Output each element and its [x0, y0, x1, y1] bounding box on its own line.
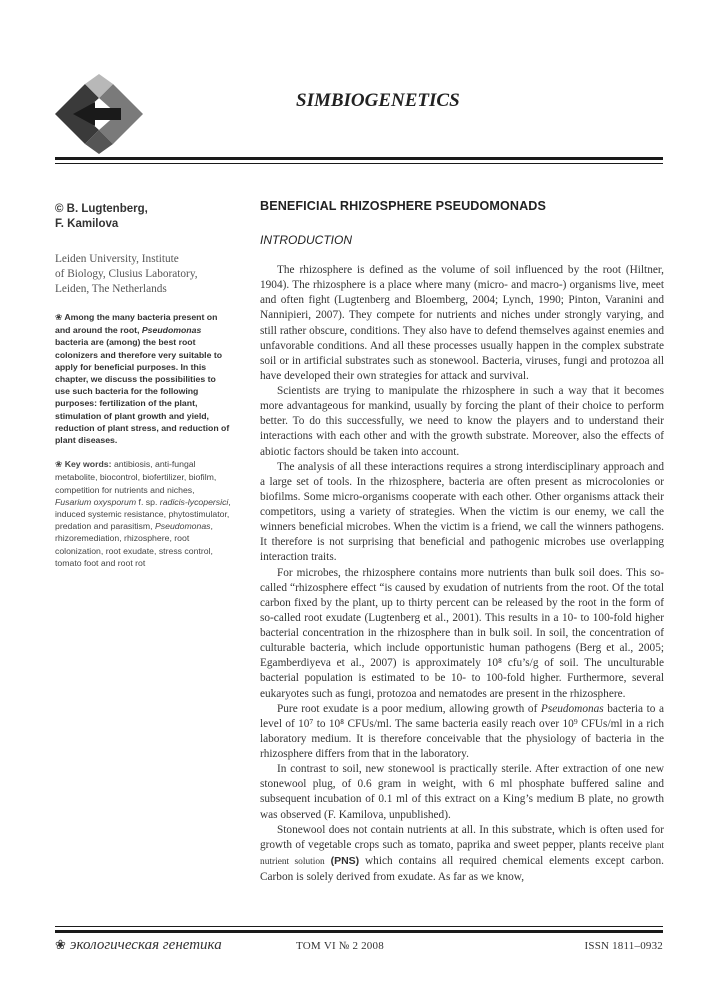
flower-icon: ❀ [55, 313, 63, 323]
keywords-label: Key words: [64, 459, 112, 470]
header-rule-thin [55, 163, 663, 164]
abstract-rest: bacteria are (among) the best root colonizers and therefore very suitable to apply for beneficial purposes. In this chapter, we discuss the possibilities to use such bacteria for the following purposes: fertilization of the plant, stimulation of plant growth and yield, reduction of plant stress, and reduction of plant diseases. [55, 337, 230, 446]
paragraph-7-small: plant nutrient solution [260, 840, 664, 867]
footer-rule-thick [55, 930, 663, 933]
authors [55, 202, 233, 232]
sidebar [55, 202, 233, 569]
abstract-lead: Among the many bacteria present on and around the root, [55, 312, 218, 336]
authors-line-1: © B. Lugtenberg, [55, 203, 148, 215]
footer-issn: ISSN 1811–0932 [584, 940, 663, 952]
paragraph-6: In contrast to soil, new stonewool is practically sterile. After extraction of one new stonewool plug, of 0.6 gram in weight, with 6 ml phosphate buffered saline and subsequent incubation of 0.1 ml of this extract on a King’s medium B plate, no growth was observed (F. Kamilova, unpublished). [260, 763, 664, 821]
footer-journal [55, 937, 222, 954]
footer-rule-thin [55, 926, 663, 927]
keywords-part-3: , induced systemic resistance, phytostimulator, predation and parasitism, [55, 496, 231, 532]
paragraph-5 [260, 702, 664, 763]
authors-line-2: F. Kamilova [55, 218, 119, 230]
footer-journal-name: экологическая генетика [69, 937, 222, 953]
paragraph-7 [260, 823, 664, 886]
paragraph-7-text-b: which contains all required chemical elements except carbon. Carbon is solely derived from exudate. As far as we know, [260, 854, 665, 883]
journal-section-title: SIMBIOGENETICS [296, 90, 460, 111]
paragraph-7-pns: (PNS) [330, 854, 360, 867]
keywords-genus: Pseudomonas [154, 521, 211, 532]
article [260, 199, 664, 885]
paragraph-1: The rhizosphere is defined as the volume of soil influenced by the root (Hiltner, 1904). The rhizosphere is a place where many (micro- and macro-) organisms live, meet and often fight (Lugtenberg and Bloemberg, 2004; Lynch, 1990; Pinton, Varanini and Nannipieri, 2007). They compete for nutrients and niches under strongly varying, and still rather obscure, conditions. They also have to defend themselves against enemies and unfavorable conditions. And all these processes usually happen in the complex substrate soil or in artificial substrates such as stonewool. Bacteria, viruses, fungi and protozoa all have developed their own strategies for attack and survival. [260, 264, 664, 382]
keywords-species: Fusarium oxysporum [55, 496, 137, 507]
section-title: INTRODUCTION [260, 233, 352, 247]
paragraph-4: For microbes, the rhizosphere contains more nutrients than bulk soil does. This so-called “rhizosphere effect “is caused by exudation of nutrients from the root. Of the total carbon fixed by the plant, up to thirty percent can be released by the root in the form of so-called root exudate (Lugtenberg et al., 2001). This results in a 10- to 100-fold higher bacterial concentration in the rhizosphere than in bulk soil. In soil, the concentration of culturable bacteria, which include opportunistic human pathogens (Berg et al., 2005; Egamberdiyeva et al., 2007) is approximately 10⁸ cfu’s/g of soil. The unculturable bacterial population is estimated to be 10- to 100-fold higher. Furthermore, several eukaryotes such as fungi, protozoa and nematodes are present in the rhizosphere. [260, 566, 664, 700]
paragraph-3: The analysis of all these interactions requires a strong interdisciplinary approach and a large set of tools. In the rhizosphere, bacteria are often present as microcolonies or biofilms. Some micro-organisms cooperate with each other. Other organisms attack their competitors, using a variety of strategies. When the victim is our enemy, we call the winners beneficial microbes. When the victim is a friend, we call the winners pathogens. It therefore is not surprising that beneficial and pathogenic microbes use overlapping interaction traits. [260, 460, 664, 564]
article-title: BENEFICIAL RHIZOSPHERE PSEUDOMONADS [260, 199, 546, 213]
paragraph-2: Scientists are trying to manipulate the rhizosphere in such a way that it becomes more advantageous for mankind, usually by forcing the plant of their choice to perform better. To do this successfully, we need to know the players and to understand their interactions with each other and with the growth substrate. Moreover, also the effects of abiotic factors should be taken into account. [260, 385, 664, 458]
abstract-genus: Pseudomonas [141, 325, 202, 336]
abstract [55, 311, 233, 446]
header-rule-thick [55, 157, 663, 160]
paragraph-5-text-a: Pure root exudate is a poor medium, allowing growth of [277, 702, 538, 715]
article-body [260, 263, 664, 885]
affiliation-line-1: Leiden University, Institute [55, 253, 179, 265]
paragraph-5-genus: Pseudomonas [540, 702, 604, 715]
keywords-part-4: , rhizoremediation, rhizosphere, root colonization, root exudate, stress control, tomato foot and root rot [55, 521, 213, 568]
journal-logo [55, 74, 143, 154]
footer-issue: ТОМ VI № 2 2008 [296, 940, 384, 952]
affiliation-line-2: of Biology, Clusius Laboratory, [55, 268, 198, 280]
keywords-forma: radicis-lycopersici [159, 496, 229, 507]
affiliation-line-3: Leiden, The Netherlands [55, 283, 167, 295]
affiliation [55, 252, 233, 297]
paragraph-7-text-a: Stonewool does not contain nutrients at all. In this substrate, which is often used for growth of vegetable crops such as tomato, paprika and sweet pepper, plants receive [260, 823, 664, 851]
paragraph-5-text-b: bacteria to a level of 10⁷ to 10⁸ CFUs/ml. The same bacteria easily reach over 10⁹ CFUs/ml in a rich laboratory medium. It is therefore conceivable that the physiology of bacteria in the rhizosphere differs from that in the laboratory. [260, 702, 664, 760]
keywords-part-2: f. sp. [138, 496, 158, 507]
keywords [55, 458, 233, 569]
keywords-part-1: antibiosis, anti-fungal metabolite, biocontrol, biofertilizer, biofilm, competition for nutrients and niches, [55, 459, 217, 495]
flower-icon: ❀ [55, 460, 63, 471]
flower-icon: ❀ [55, 938, 66, 953]
